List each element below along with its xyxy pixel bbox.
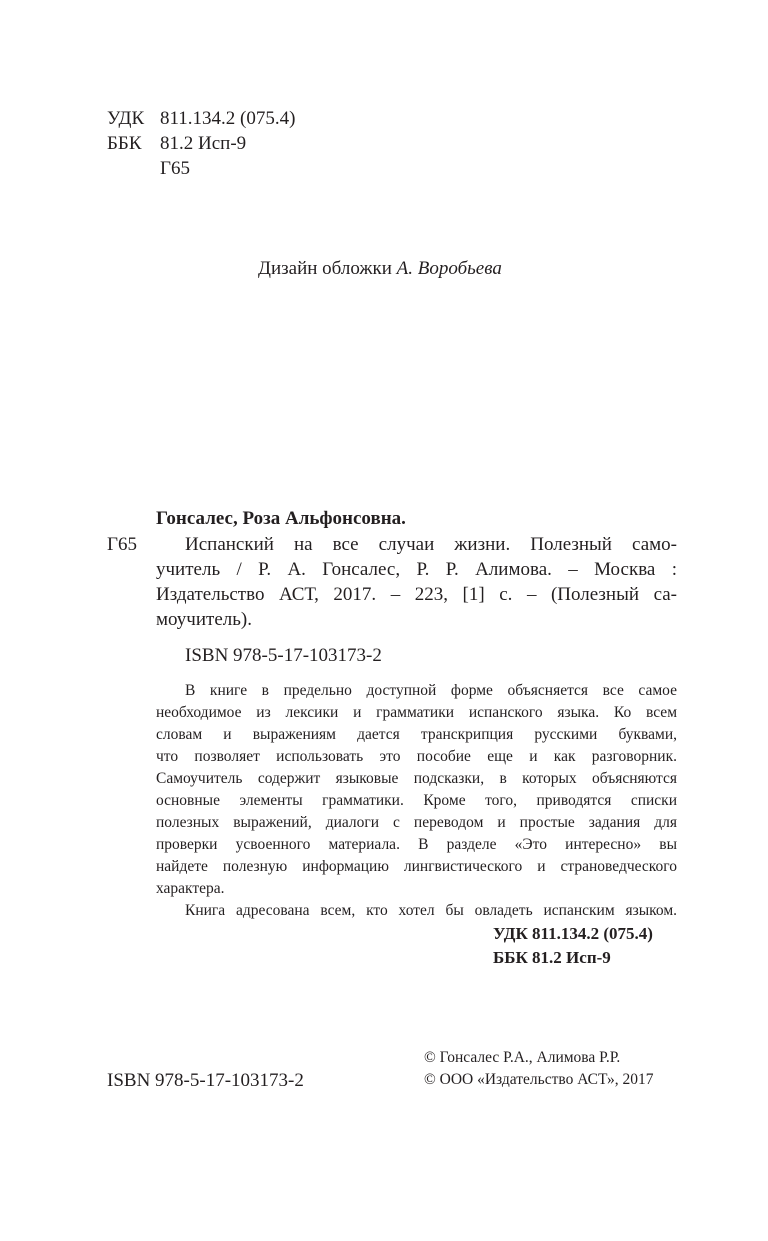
bbk-value: 81.2 Исп-9 (160, 133, 247, 154)
author-mark-top (107, 156, 190, 181)
bib-author-mark: Г65 (107, 534, 137, 555)
copyright-publisher: © ООО «Издательство АСТ», 2017 (424, 1071, 654, 1088)
udk-classification (107, 106, 295, 131)
abstract-line: словам и выражениям дается транскрипция русскими буквами, (156, 726, 677, 743)
author-mark-value: Г65 (160, 158, 190, 179)
abstract-line: что позволяет использовать это пособие еще и как разговорник. (156, 748, 677, 765)
bbk-classification (107, 131, 246, 156)
abstract-line: проверки усвоенного материала. В разделе «Это интересно» вы (156, 836, 677, 853)
bib-line: моучитель). (156, 609, 252, 630)
bbk-label: ББК (107, 133, 142, 154)
abstract-line: Самоучитель содержит языковые подсказки, в которых объясняются (156, 770, 677, 787)
cover-design-credit (258, 256, 502, 281)
bib-line: Испанский на все случаи жизни. Полезный само- (185, 534, 677, 555)
abstract-line: необходимое из лексики и грамматики испанского языка. Ко всем (156, 704, 677, 721)
bib-line: Издательство АСТ, 2017. – 223, [1] с. – (Полезный са- (156, 584, 677, 605)
copyright-authors: © Гонсалес Р.А., Алимова Р.Р. (424, 1049, 621, 1066)
abstract-line: характера. (156, 880, 225, 897)
udk-label: УДК (107, 108, 145, 129)
abstract-bbk: ББК 81.2 Исп-9 (493, 948, 611, 967)
abstract-audience-line: Книга адресована всем, кто хотел бы овладеть испанским языком. (185, 902, 677, 919)
bib-line: учитель / Р. А. Гонсалес, Р. Р. Алимова. – Москва : (156, 559, 677, 580)
abstract-line: В книге в предельно доступной форме объясняется все самое (185, 682, 677, 699)
abstract-line: основные элементы грамматики. Кроме того, приводятся списки (156, 792, 677, 809)
bib-isbn: ISBN 978-5-17-103173-2 (185, 645, 382, 666)
udk-value: 811.134.2 (075.4) (160, 108, 296, 129)
footer-isbn: ISBN 978-5-17-103173-2 (107, 1070, 304, 1091)
cover-designer-name: А. Воробьева (396, 258, 502, 279)
abstract-line: полезных выражений, диалоги с переводом и простые задания для (156, 814, 677, 831)
bib-author: Гонсалес, Роза Альфонсовна. (156, 508, 406, 529)
abstract-line: найдете полезную информацию лингвистического и страноведческого (156, 858, 677, 875)
abstract-udk: УДК 811.134.2 (075.4) (493, 924, 653, 943)
cover-design-label: Дизайн обложки (258, 258, 392, 279)
